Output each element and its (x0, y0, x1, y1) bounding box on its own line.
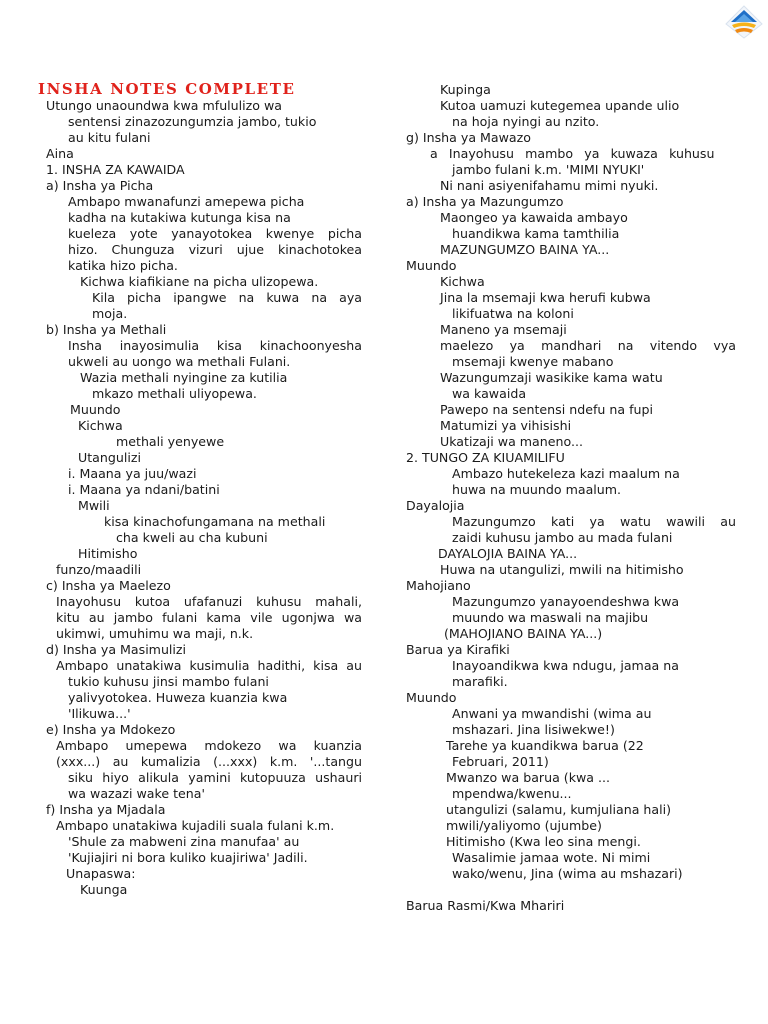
left-line: 1. INSHA ZA KAWAIDA (46, 162, 185, 177)
right-line: Mazungumzo kati ya watu wawili au (452, 514, 736, 529)
right-line: maelezo ya mandhari na vitendo vya (440, 338, 737, 353)
right-line: Anwani ya mwandishi (wima au (452, 706, 652, 721)
left-line: 'Ilikuwa...' (68, 706, 131, 721)
left-line: siku hiyo alikula yamini kutopuuza ushauri (68, 770, 363, 785)
left-line: Mwili (78, 498, 110, 513)
left-line: Wazia methali nyingine za kutilia (80, 370, 288, 385)
left-line: Ambapo unatakiwa kujadili suala fulani k.m. (56, 818, 335, 833)
left-line: Hitimisho (78, 546, 138, 561)
right-line: Inayoandikwa kwa ndugu, jamaa na (452, 658, 679, 673)
right-line: marafiki. (452, 674, 508, 689)
left-line: 'Kujiajiri ni bora kuliko kuajiriwa' Jadili. (68, 850, 308, 865)
right-line: jambo fulani k.m. 'MIMI NYUKI' (452, 162, 645, 177)
right-line: g) Insha ya Mawazo (406, 130, 531, 145)
left-line: i. Maana ya ndani/batini (68, 482, 220, 497)
right-line: Ukatizaji wa maneno... (440, 434, 583, 449)
right-line: Barua ya Kirafiki (406, 642, 510, 657)
right-line: Barua Rasmi/Kwa Mhariri (406, 898, 565, 913)
right-line: DAYALOJIA BAINA YA... (438, 546, 578, 561)
left-line: hizo. Chunguza vizuri ujue kinachotokea (68, 242, 362, 257)
left-line: ukimwi, umuhimu wa maji, n.k. (56, 626, 254, 641)
left-line: Muundo (70, 402, 121, 417)
right-line: Kichwa (440, 274, 485, 289)
right-line: Matumizi ya vihisishi (440, 418, 572, 433)
left-line: wa wazazi wake tena' (68, 786, 205, 801)
left-line: sentensi zinazozungumzia jambo, tukio (68, 114, 317, 129)
right-line: wako/wenu, Jina (wima au mshazari) (452, 866, 683, 881)
right-line: Hitimisho (Kwa leo sina mengi. (446, 834, 641, 849)
left-line: Kichwa kiafikiane na picha ulizopewa. (80, 274, 319, 289)
right-line: Februari, 2011) (452, 754, 549, 769)
right-line: Wasalimie jamaa wote. Ni mimi (452, 850, 651, 865)
right-line: Kupinga (440, 82, 491, 97)
right-line: Muundo (406, 690, 457, 705)
left-line: mkazo methali uliyopewa. (92, 386, 257, 401)
page-title: INSHA NOTES COMPLETE (38, 80, 296, 98)
left-line: katika hizo picha. (68, 258, 178, 273)
left-line: funzo/maadili (56, 562, 142, 577)
left-line: ukweli au uongo wa methali Fulani. (68, 354, 291, 369)
left-line: Unapaswa: (66, 866, 136, 881)
right-line: Mazungumzo yanayoendeshwa kwa (452, 594, 680, 609)
right-line: Wazungumzaji wasikike kama watu (440, 370, 663, 385)
left-line: kueleza yote yanayotokea kwenye picha (68, 226, 363, 241)
left-line: Aina (46, 146, 74, 161)
left-line: (xxx...) au kumalizia (...xxx) k.m. '...tangu (56, 754, 363, 769)
right-line: na hoja nyingi au nzito. (452, 114, 600, 129)
right-line: Maongeo ya kawaida ambayo (440, 210, 628, 225)
left-line: 'Shule za mabweni zina manufaa' au (68, 834, 300, 849)
left-line: Insha inayosimulia kisa kinachoonyesha (68, 338, 363, 353)
right-line: 2. TUNGO ZA KIUAMILIFU (406, 450, 565, 465)
right-line: Pawepo na sentensi ndefu na fupi (440, 402, 653, 417)
left-line: f) Insha ya Mjadala (46, 802, 166, 817)
left-line: moja. (92, 306, 128, 321)
left-line: Kuunga (80, 882, 128, 897)
right-line: a) Insha ya Mazungumzo (406, 194, 564, 209)
right-line: Dayalojia (406, 498, 465, 513)
right-line: Kutoa uamuzi kutegemea upande ulio (440, 98, 680, 113)
right-line: utangulizi (salamu, kumjuliana hali) (446, 802, 672, 817)
left-line: Ambapo mwanafunzi amepewa picha (68, 194, 305, 209)
right-line: zaidi kuhusu jambo au mada fulani (452, 530, 673, 545)
right-line: Maneno ya msemaji (440, 322, 567, 337)
right-line: Ambazo hutekeleza kazi maalum na (452, 466, 680, 481)
left-line: cha kweli au cha kubuni (116, 530, 268, 545)
right-line: Huwa na utangulizi, mwili na hitimisho (440, 562, 684, 577)
right-line: a Inayohusu mambo ya kuwaza kuhusu (430, 146, 715, 161)
left-line: kisa kinachofungamana na methali (104, 514, 326, 529)
left-line: au kitu fulani (68, 130, 151, 145)
left-line: Ambapo umepewa mdokezo wa kuanzia (56, 738, 363, 753)
right-line: Mahojiano (406, 578, 471, 593)
right-line: mshazari. Jina lisiwekwe!) (452, 722, 615, 737)
right-line: Mwanzo wa barua (kwa ... (446, 770, 611, 785)
right-line: huwa na muundo maalum. (452, 482, 622, 497)
right-line: Tarehe ya kuandikwa barua (22 (446, 738, 644, 753)
left-line: methali yenyewe (116, 434, 225, 449)
left-line: Kichwa (78, 418, 123, 433)
left-line: c) Insha ya Maelezo (46, 578, 171, 593)
right-line: MAZUNGUMZO BAINA YA... (440, 242, 610, 257)
right-line: wa kawaida (452, 386, 527, 401)
left-line: Utangulizi (78, 450, 141, 465)
right-line: (MAHOJIANO BAINA YA...) (444, 626, 603, 641)
left-line: b) Insha ya Methali (46, 322, 167, 337)
right-line: Jina la msemaji kwa herufi kubwa (440, 290, 651, 305)
right-line: msemaji kwenye mabano (452, 354, 614, 369)
right-line: Ni nani asiyenifahamu mimi nyuki. (440, 178, 659, 193)
right-line: huandikwa kama tamthilia (452, 226, 620, 241)
left-line: a) Insha ya Picha (46, 178, 154, 193)
right-line: likifuatwa na koloni (452, 306, 574, 321)
left-line: Inayohusu kutoa ufafanuzi kuhusu mahali, (56, 594, 362, 609)
left-line: d) Insha ya Masimulizi (46, 642, 187, 657)
right-line: Muundo (406, 258, 457, 273)
right-line: mpendwa/kwenu... (452, 786, 572, 801)
left-line: Utungo unaoundwa kwa mfululizo wa (46, 98, 282, 113)
left-line: kadha na kutakiwa kutunga kisa na (68, 210, 291, 225)
right-line: mwili/yaliyomo (ujumbe) (446, 818, 602, 833)
left-line: e) Insha ya Mdokezo (46, 722, 176, 737)
left-line: kitu au jambo fulani kama vile ugonjwa wa (56, 610, 363, 625)
publisher-logo-icon (724, 4, 764, 40)
left-line: tukio kuhusu jinsi mambo fulani (68, 674, 269, 689)
right-line: muundo wa maswali na majibu (452, 610, 649, 625)
left-line: Kila picha ipangwe na kuwa na aya (92, 290, 363, 305)
left-line: yalivyotokea. Huweza kuanzia kwa (68, 690, 288, 705)
left-line: Ambapo unatakiwa kusimulia hadithi, kisa au (56, 658, 363, 673)
left-line: i. Maana ya juu/wazi (68, 466, 197, 481)
